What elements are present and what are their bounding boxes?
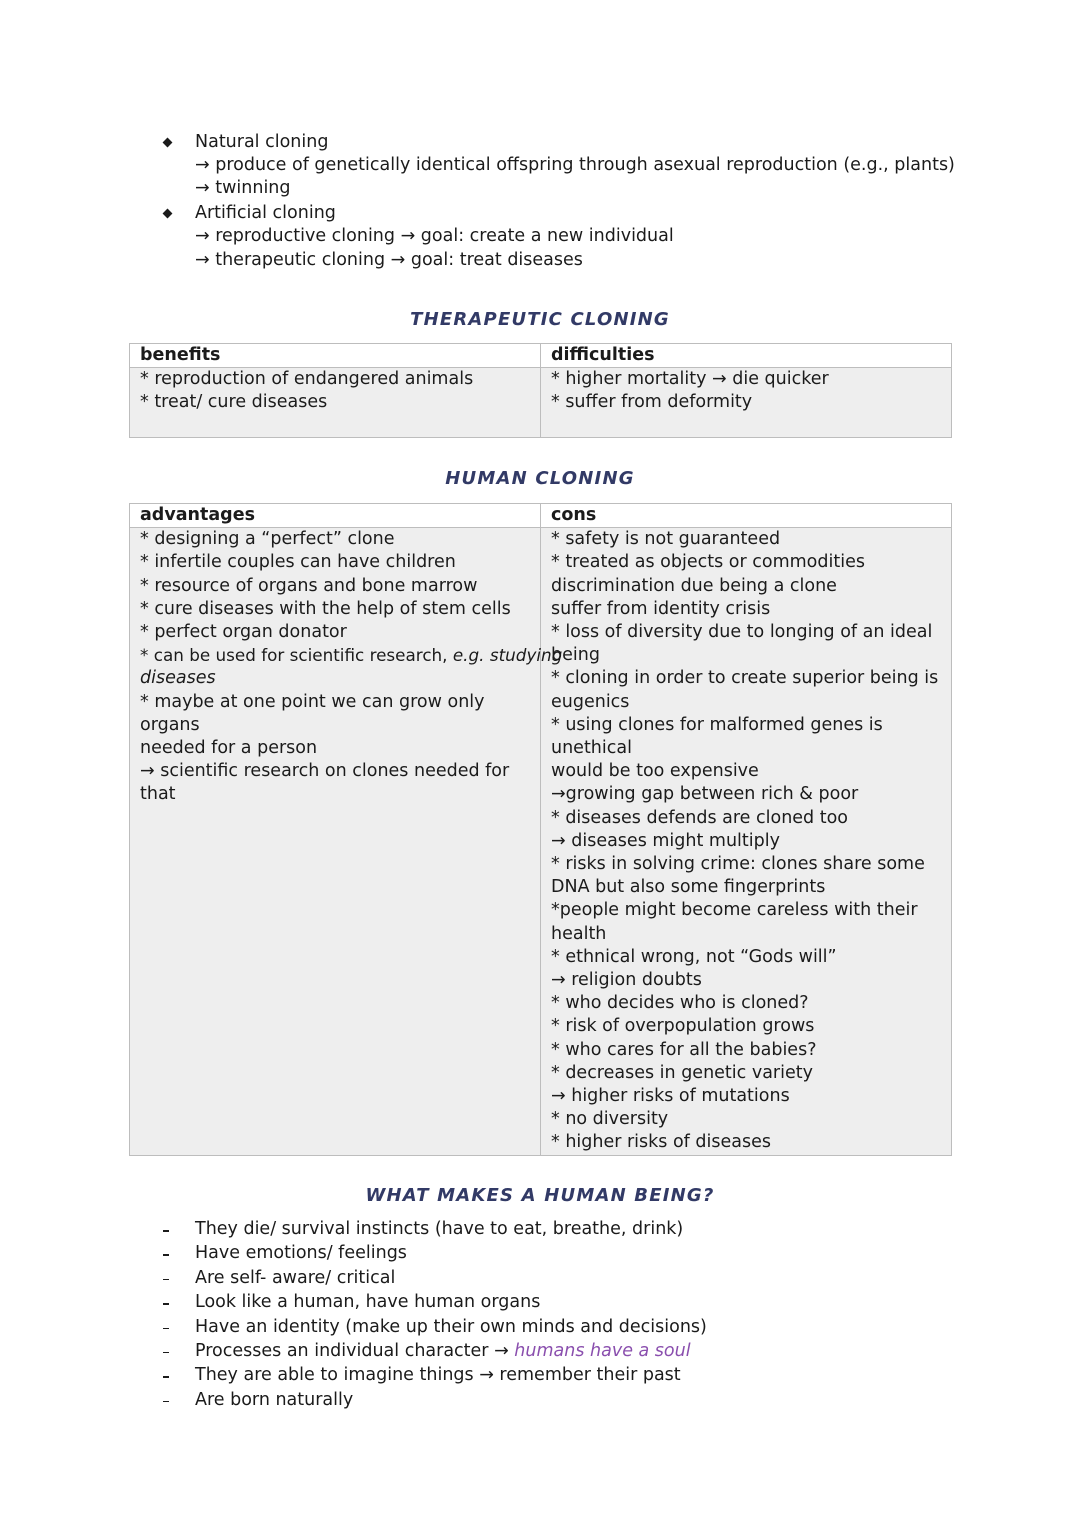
cell-line: → higher risks of mutations xyxy=(551,1086,790,1107)
list-item xyxy=(160,1364,1020,1388)
cell-line: * diseases defends are cloned too xyxy=(551,807,848,828)
benefits-cell xyxy=(130,368,541,438)
section-heading-human-being: WHAT MAKES A HUMAN BEING? xyxy=(365,1185,715,1206)
list-item-text: Look like a human, have human organs xyxy=(195,1292,541,1313)
cloning-types-list xyxy=(160,131,1020,272)
cell-line: health xyxy=(551,923,607,944)
cell-line: * who cares for all the babies? xyxy=(551,1039,817,1060)
cell-line: * higher risks of diseases xyxy=(551,1132,771,1153)
cell-line: eugenics xyxy=(551,691,630,712)
difficulties-cell xyxy=(541,368,952,438)
cell-line: * designing a “perfect” clone xyxy=(140,529,395,550)
cell-line: → religion doubts xyxy=(551,970,702,991)
table-header-cons: cons xyxy=(541,504,952,528)
dash-bullet-icon xyxy=(163,1279,169,1281)
soul-note: humans have a soul xyxy=(514,1340,691,1361)
cell-line: *people might become careless with their xyxy=(551,900,918,921)
list-item-sub: → reproductive cloning → goal: create a new individual xyxy=(195,226,674,247)
diamond-bullet-icon xyxy=(163,138,173,148)
list-item-text: Have an identity (make up their own minds and decisions) xyxy=(195,1316,707,1337)
cell-line: discrimination due being a clone xyxy=(551,575,837,596)
cell-line: * cloning in order to create superior being is xyxy=(551,668,939,689)
cell-line: would be too expensive xyxy=(551,761,759,782)
table-header-row xyxy=(130,344,952,368)
cell-line: * treat/ cure diseases xyxy=(140,392,328,413)
cell-line: * who decides who is cloned? xyxy=(551,993,809,1014)
dash-bullet-icon xyxy=(163,1254,169,1256)
list-item-sub: → therapeutic cloning → goal: treat diseases xyxy=(195,249,583,270)
cell-line: * maybe at one point we can grow only organs xyxy=(140,691,485,735)
table-header-benefits: benefits xyxy=(130,344,541,368)
cell-line: * higher mortality → die quicker xyxy=(551,369,829,390)
table-row xyxy=(130,528,952,1155)
cell-line: * risks in solving crime: clones share some xyxy=(551,854,925,875)
table-header-advantages: advantages xyxy=(130,504,541,528)
table-row xyxy=(130,368,952,438)
human-cloning-table xyxy=(129,503,952,1156)
cell-line: * safety is not guaranteed xyxy=(551,529,781,550)
cons-cell xyxy=(541,528,952,1155)
cell-line: being xyxy=(551,645,600,666)
cell-line: → scientific research on clones needed for that xyxy=(140,761,510,805)
cell-line: DNA but also some fingerprints xyxy=(551,877,826,898)
list-item-title: Artificial cloning xyxy=(195,203,336,224)
list-item-text: Are born naturally xyxy=(195,1389,354,1410)
therapeutic-table xyxy=(129,343,952,438)
advantages-cell xyxy=(130,528,563,1155)
section-heading-human-cloning: HUMAN CLONING xyxy=(445,468,635,489)
cell-line: * ethnical wrong, not “Gods will” xyxy=(551,946,837,967)
cell-line: * cure diseases with the help of stem cells xyxy=(140,598,511,619)
cell-line: * decreases in genetic variety xyxy=(551,1062,813,1083)
list-item-text: They are able to imagine things → remember their past xyxy=(195,1365,681,1386)
cell-line xyxy=(140,644,563,667)
list-item-title: Natural cloning xyxy=(195,132,329,152)
table-header-row xyxy=(130,504,952,528)
dash-bullet-icon xyxy=(163,1376,169,1378)
cell-line: * resource of organs and bone marrow xyxy=(140,575,478,596)
list-item xyxy=(160,131,1020,201)
cell-line: needed for a person xyxy=(140,738,318,759)
cell-line: * suffer from deformity xyxy=(551,392,753,413)
table-header-difficulties: difficulties xyxy=(541,344,952,368)
cell-line-italic: e.g. studying xyxy=(452,645,563,666)
list-item xyxy=(160,1389,1020,1413)
cell-line: * infertile couples can have children xyxy=(140,552,456,573)
dash-bullet-icon xyxy=(163,1303,169,1305)
cell-line: * using clones for malformed genes is unethical xyxy=(551,714,883,759)
dash-bullet-icon xyxy=(163,1352,169,1354)
list-item-text: Processes an individual character → xyxy=(195,1340,515,1361)
dash-bullet-icon xyxy=(163,1401,169,1403)
list-item-text: Are self- aware/ critical xyxy=(195,1267,396,1288)
list-item xyxy=(160,202,1020,272)
list-item-sub: → twinning xyxy=(195,178,291,199)
cell-line: →growing gap between rich & poor xyxy=(551,784,859,805)
list-item xyxy=(160,1242,1020,1266)
list-item xyxy=(160,1291,1020,1315)
diamond-bullet-icon xyxy=(163,209,173,219)
cell-line-text: * can be used for scientific research, xyxy=(140,645,453,666)
list-item-sub: → produce of genetically identical offspring through asexual reproduction (e.g., plants) xyxy=(195,155,955,176)
cell-line: * risk of overpopulation grows xyxy=(551,1016,815,1037)
list-item-text: Have emotions/ feelings xyxy=(195,1243,407,1264)
cell-line: * treated as objects or commodities xyxy=(551,552,865,573)
dash-bullet-icon xyxy=(163,1328,169,1330)
list-item xyxy=(160,1316,1020,1340)
cell-line: → diseases might multiply xyxy=(551,830,780,851)
dash-bullet-icon xyxy=(163,1230,169,1232)
cell-line: * perfect organ donator xyxy=(140,622,347,643)
section-heading-therapeutic: THERAPEUTIC CLONING xyxy=(410,309,670,330)
cell-line: * loss of diversity due to longing of an ideal xyxy=(551,622,933,643)
list-item xyxy=(160,1218,1020,1242)
cell-line: * no diversity xyxy=(551,1109,669,1130)
human-being-list xyxy=(160,1218,1020,1413)
list-item xyxy=(160,1267,1020,1291)
cell-line: suffer from identity crisis xyxy=(551,598,771,619)
cell-line: * reproduction of endangered animals xyxy=(140,369,474,390)
list-item xyxy=(160,1340,1020,1364)
list-item-text: They die/ survival instincts (have to eat, breathe, drink) xyxy=(195,1219,684,1239)
cell-line: diseases xyxy=(140,668,216,689)
